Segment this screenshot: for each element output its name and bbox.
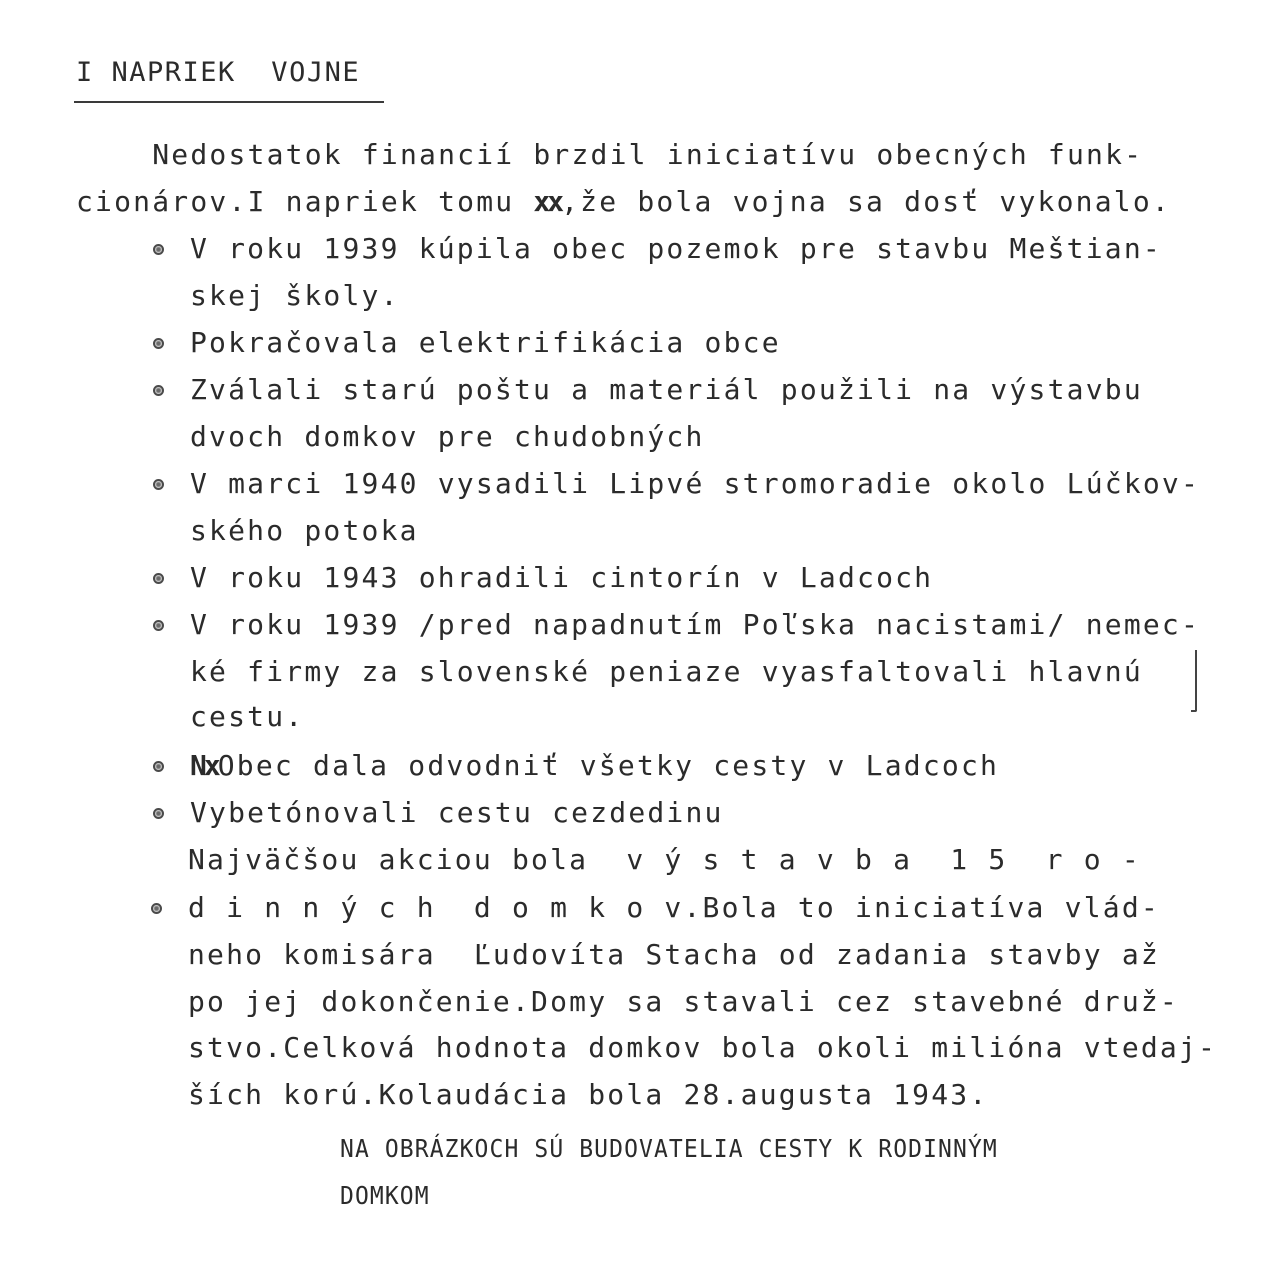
list-item-line: Pokračovala elektrifikácia obce — [190, 326, 781, 359]
list-item-line — [190, 749, 999, 783]
paragraph-line: d i n n ý c h d o m k o v.Bola to iniciatíva vlád- — [188, 891, 1160, 924]
paragraph-line: neho komisára Ľudovíta Stacha od zadania stavby až — [188, 938, 1160, 971]
list-item-line: dvoch domkov pre chudobných — [190, 420, 705, 453]
intro-line-2-start: cionárov.I napriek tomu — [76, 185, 534, 218]
bullet-icon — [151, 903, 162, 914]
bullet-icon — [153, 479, 164, 490]
bullet-icon — [153, 761, 164, 772]
section-heading: I NAPRIEK VOJNE — [76, 57, 361, 88]
list-item-line: V roku 1939 /pred napadnutím Poľska nacistami/ nemec- — [190, 608, 1201, 641]
bullet-icon — [153, 808, 164, 819]
bullet-icon — [153, 244, 164, 255]
margin-bracket-mark — [1191, 650, 1197, 712]
list-item-line: V marci 1940 vysadili Lipvé stromoradie okolo Lúčkov- — [190, 467, 1201, 500]
list-item-line: Zválali starú poštu a materiál použili na výstavbu — [190, 373, 1143, 406]
overstruck-characters: xx — [533, 185, 562, 218]
bullet-icon — [153, 338, 164, 349]
paragraph-line: stvo.Celková hodnota domkov bola okoli milióna vtedaj- — [188, 1031, 1218, 1064]
overstruck-characters: Nx — [190, 749, 218, 782]
intro-line-2 — [76, 185, 1171, 219]
list-item-line: skej školy. — [190, 279, 400, 312]
list-item-line: ké firmy za slovenské peniaze vyasfaltovali hlavnú — [190, 655, 1143, 688]
paragraph-line: Najväčšou akciou bola v ý s t a v b a 1 5 r o - — [188, 843, 1141, 876]
intro-line-2-end: ,že bola vojna sa dosť vykonalo. — [561, 185, 1171, 218]
photo-caption-line-1: NA OBRÁZKOCH SÚ BUDOVATELIA CESTY K RODINNÝM — [340, 1134, 998, 1163]
list-item-line: cestu. — [190, 700, 305, 733]
intro-line-1: Nedostatok financií brzdil iniciatívu obecných funk- — [76, 138, 1144, 171]
list-item-line: V roku 1943 ohradili cintorín v Ladcoch — [190, 561, 934, 594]
list-item-line: V roku 1939 kúpila obec pozemok pre stavbu Meštian- — [190, 232, 1162, 265]
heading-underline — [74, 101, 384, 103]
paragraph-line: po jej dokončenie.Domy sa stavali cez stavebné druž- — [188, 985, 1179, 1018]
list-item-line: Vybetónovali cestu cezdedinu — [190, 796, 724, 829]
paragraph-line: ších korú.Kolaudácia bola 28.augusta 1943. — [188, 1078, 989, 1111]
bullet-icon — [153, 573, 164, 584]
list-item-line: ského potoka — [190, 514, 419, 547]
photo-caption-line-2: DOMKOM — [340, 1181, 430, 1210]
bullet-icon — [153, 385, 164, 396]
bullet-icon — [153, 620, 164, 631]
list-item-text: Obec dala odvodniť všetky cesty v Ladcoch — [217, 749, 1000, 782]
